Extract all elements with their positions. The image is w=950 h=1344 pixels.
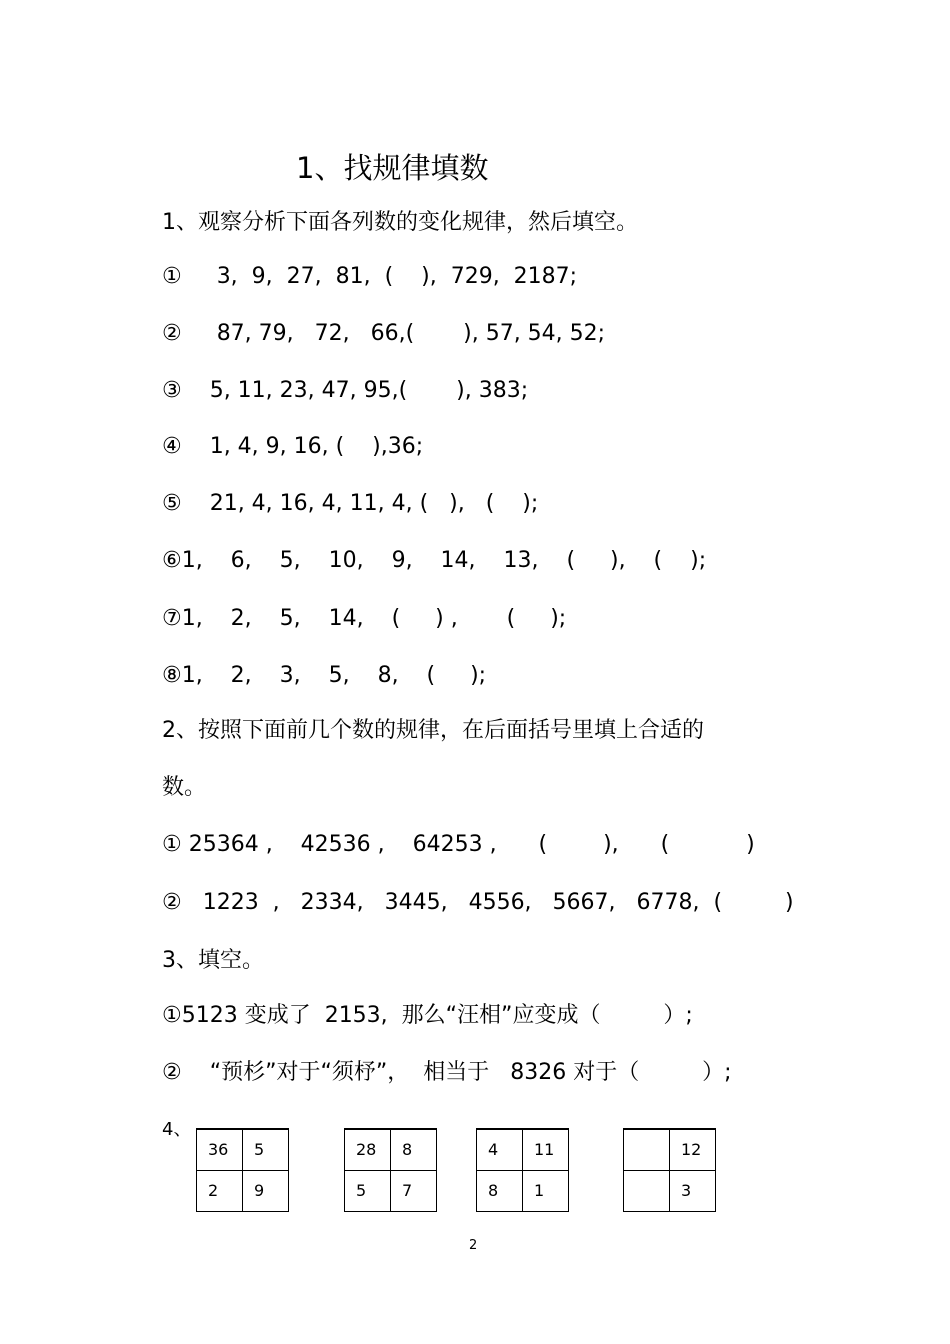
number-grid-2	[344, 1128, 437, 1212]
q3-heading: 3、填空。	[162, 948, 264, 973]
q2-heading-line1: 2、按照下面前几个数的规律，在后面括号里填上合适的	[162, 718, 704, 743]
grid-cell: 28	[345, 1129, 391, 1170]
grid-cell: 11	[523, 1129, 569, 1170]
q1-item-3: ③ 5, 11, 23, 47, 95,( ), 383;	[162, 378, 529, 403]
q1-item-8: ⑧1, 2, 3, 5, 8, ( );	[162, 663, 487, 688]
grid-cell: 7	[391, 1170, 437, 1211]
q3-item-2: ② “预杉”对于“须杼”， 相当于 8326 对于（ ）;	[162, 1060, 732, 1085]
grid-cell-blank	[624, 1170, 670, 1211]
q1-item-1: ① 3, 9, 27, 81, ( ), 729, 2187;	[162, 264, 578, 289]
q1-item-4: ④ 1, 4, 9, 16, ( ),36;	[162, 434, 424, 459]
number-grid-3	[476, 1128, 569, 1212]
grid-cell: 5	[345, 1170, 391, 1211]
q1-item-7: ⑦1, 2, 5, 14, ( ) , ( );	[162, 606, 567, 631]
grid-cell: 36	[197, 1129, 243, 1170]
q2-heading-line2: 数。	[162, 775, 207, 800]
grid-cell: 3	[670, 1170, 716, 1211]
q1-item-2: ② 87, 79, 72, 66,( ), 57, 54, 52;	[162, 321, 606, 346]
q2-item-1: ① 25364 , 42536 , 64253 , ( ), ( )	[162, 832, 755, 857]
number-grid-4	[623, 1128, 716, 1212]
grid-cell-blank	[624, 1129, 670, 1170]
page-title: 1、找规律填数	[296, 151, 489, 185]
q1-item-6: ⑥1, 6, 5, 10, 9, 14, 13, ( ), ( );	[162, 548, 707, 573]
page-number: 2	[469, 1238, 478, 1253]
q2-item-2: ② 1223 , 2334, 3445, 4556, 5667, 6778, ( )	[162, 890, 794, 915]
q1-item-5: ⑤ 21, 4, 16, 4, 11, 4, ( ), ( );	[162, 491, 539, 516]
grid-cell: 9	[243, 1170, 289, 1211]
grid-cell: 8	[391, 1129, 437, 1170]
grid-cell: 4	[477, 1129, 523, 1170]
grid-cell: 5	[243, 1129, 289, 1170]
q3-item-1: ①5123 变成了 2153, 那么“汪相”应变成（ ）;	[162, 1003, 693, 1028]
q1-heading: 1、观察分析下面各列数的变化规律，然后填空。	[162, 210, 638, 235]
q4-label: 4、	[162, 1119, 192, 1140]
number-grid-1	[196, 1128, 289, 1212]
grid-cell: 8	[477, 1170, 523, 1211]
grid-cell: 1	[523, 1170, 569, 1211]
grid-cell: 12	[670, 1129, 716, 1170]
grid-cell: 2	[197, 1170, 243, 1211]
